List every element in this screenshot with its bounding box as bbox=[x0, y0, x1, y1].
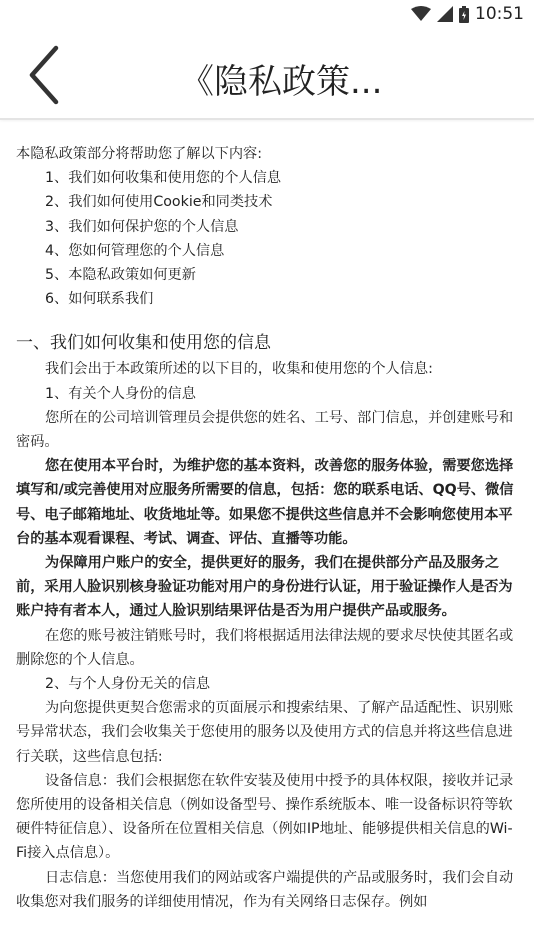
toc-item: 1、我们如何收集和使用您的个人信息 bbox=[45, 170, 282, 187]
paragraph: 在您的账号被注销账号时，我们将根据适用法律法规的要求尽快使其匿名或删除您的个人信息。 bbox=[16, 627, 514, 668]
chevron-left-icon bbox=[22, 44, 70, 106]
wifi-icon bbox=[411, 6, 431, 22]
paragraph: 日志信息：当您使用我们的网站或客户端提供的产品或服务时，我们会自动收集您对我们服务的详细使用情况，作为有关网络日志保存。例如 bbox=[16, 869, 514, 910]
status-time: 10:51 bbox=[475, 4, 524, 24]
status-bar bbox=[0, 0, 534, 28]
policy-content bbox=[0, 120, 534, 914]
signal-icon bbox=[437, 6, 453, 22]
section-heading: 一、我们如何收集和使用您的信息 bbox=[16, 333, 271, 354]
toc-item: 4、您如何管理您的个人信息 bbox=[45, 242, 225, 259]
status-icons bbox=[411, 4, 524, 24]
app-bar bbox=[0, 28, 534, 118]
paragraph-bold: 您在使用本平台时，为维护您的基本资料，改善您的服务体验，需要您选择填写和/或完善使用对应服务所需要的信息，包括：您的联系电话、QQ号、微信号、电子邮箱地址、收货地址等。如果您不提供这些信息并不会影响您使用本平台的基本观看课程、考试、调查、评估、直播等功能。 bbox=[16, 458, 514, 547]
toc-item: 6、如何联系我们 bbox=[45, 291, 154, 308]
paragraph: 为向您提供更契合您需求的页面展示和搜索结果、了解产品适配性、识别账号异常状态，我们会收集关于您使用的服务以及使用方式的信息并将这些信息进行关联，这些信息包括: bbox=[16, 700, 514, 765]
subsection-heading: 2、与个人身份无关的信息 bbox=[45, 676, 211, 693]
toc-item: 3、我们如何保护您的个人信息 bbox=[45, 218, 239, 235]
toc-item: 2、我们如何使用Cookie和同类技术 bbox=[45, 194, 273, 211]
paragraph: 设备信息：我们会根据您在软件安装及使用中授予的具体权限，接收并记录您所使用的设备相关信息（例如设备型号、操作系统版本、唯一设备标识符等软硬件特征信息）、设备所在位置相关信息（例如IP地址、能够提供相关信息的Wi-Fi接入点信息）。 bbox=[16, 772, 514, 862]
battery-icon bbox=[459, 6, 469, 23]
back-button[interactable] bbox=[22, 44, 70, 106]
subsection-heading: 1、有关个人身份的信息 bbox=[45, 385, 196, 402]
page-title: 《隐私政策... bbox=[180, 62, 383, 102]
paragraph: 您所在的公司培训管理员会提供您的姓名、工号、部门信息，并创建账号和密码。 bbox=[16, 409, 514, 451]
toc-item: 5、本隐私政策如何更新 bbox=[45, 267, 196, 284]
paragraph-bold: 为保障用户账户的安全，提供更好的服务，我们在提供部分产品及服务之前，采用人脸识别核身验证功能对用户的身份进行认证，用于验证操作人是否为账户持有者本人，通过人脸识别结果评估是否为用户提供产品或服务。 bbox=[16, 555, 513, 620]
paragraph: 我们会出于本政策所述的以下目的，收集和使用您的个人信息: bbox=[45, 361, 433, 378]
intro-text: 本隐私政策部分将帮助您了解以下内容: bbox=[16, 146, 262, 162]
